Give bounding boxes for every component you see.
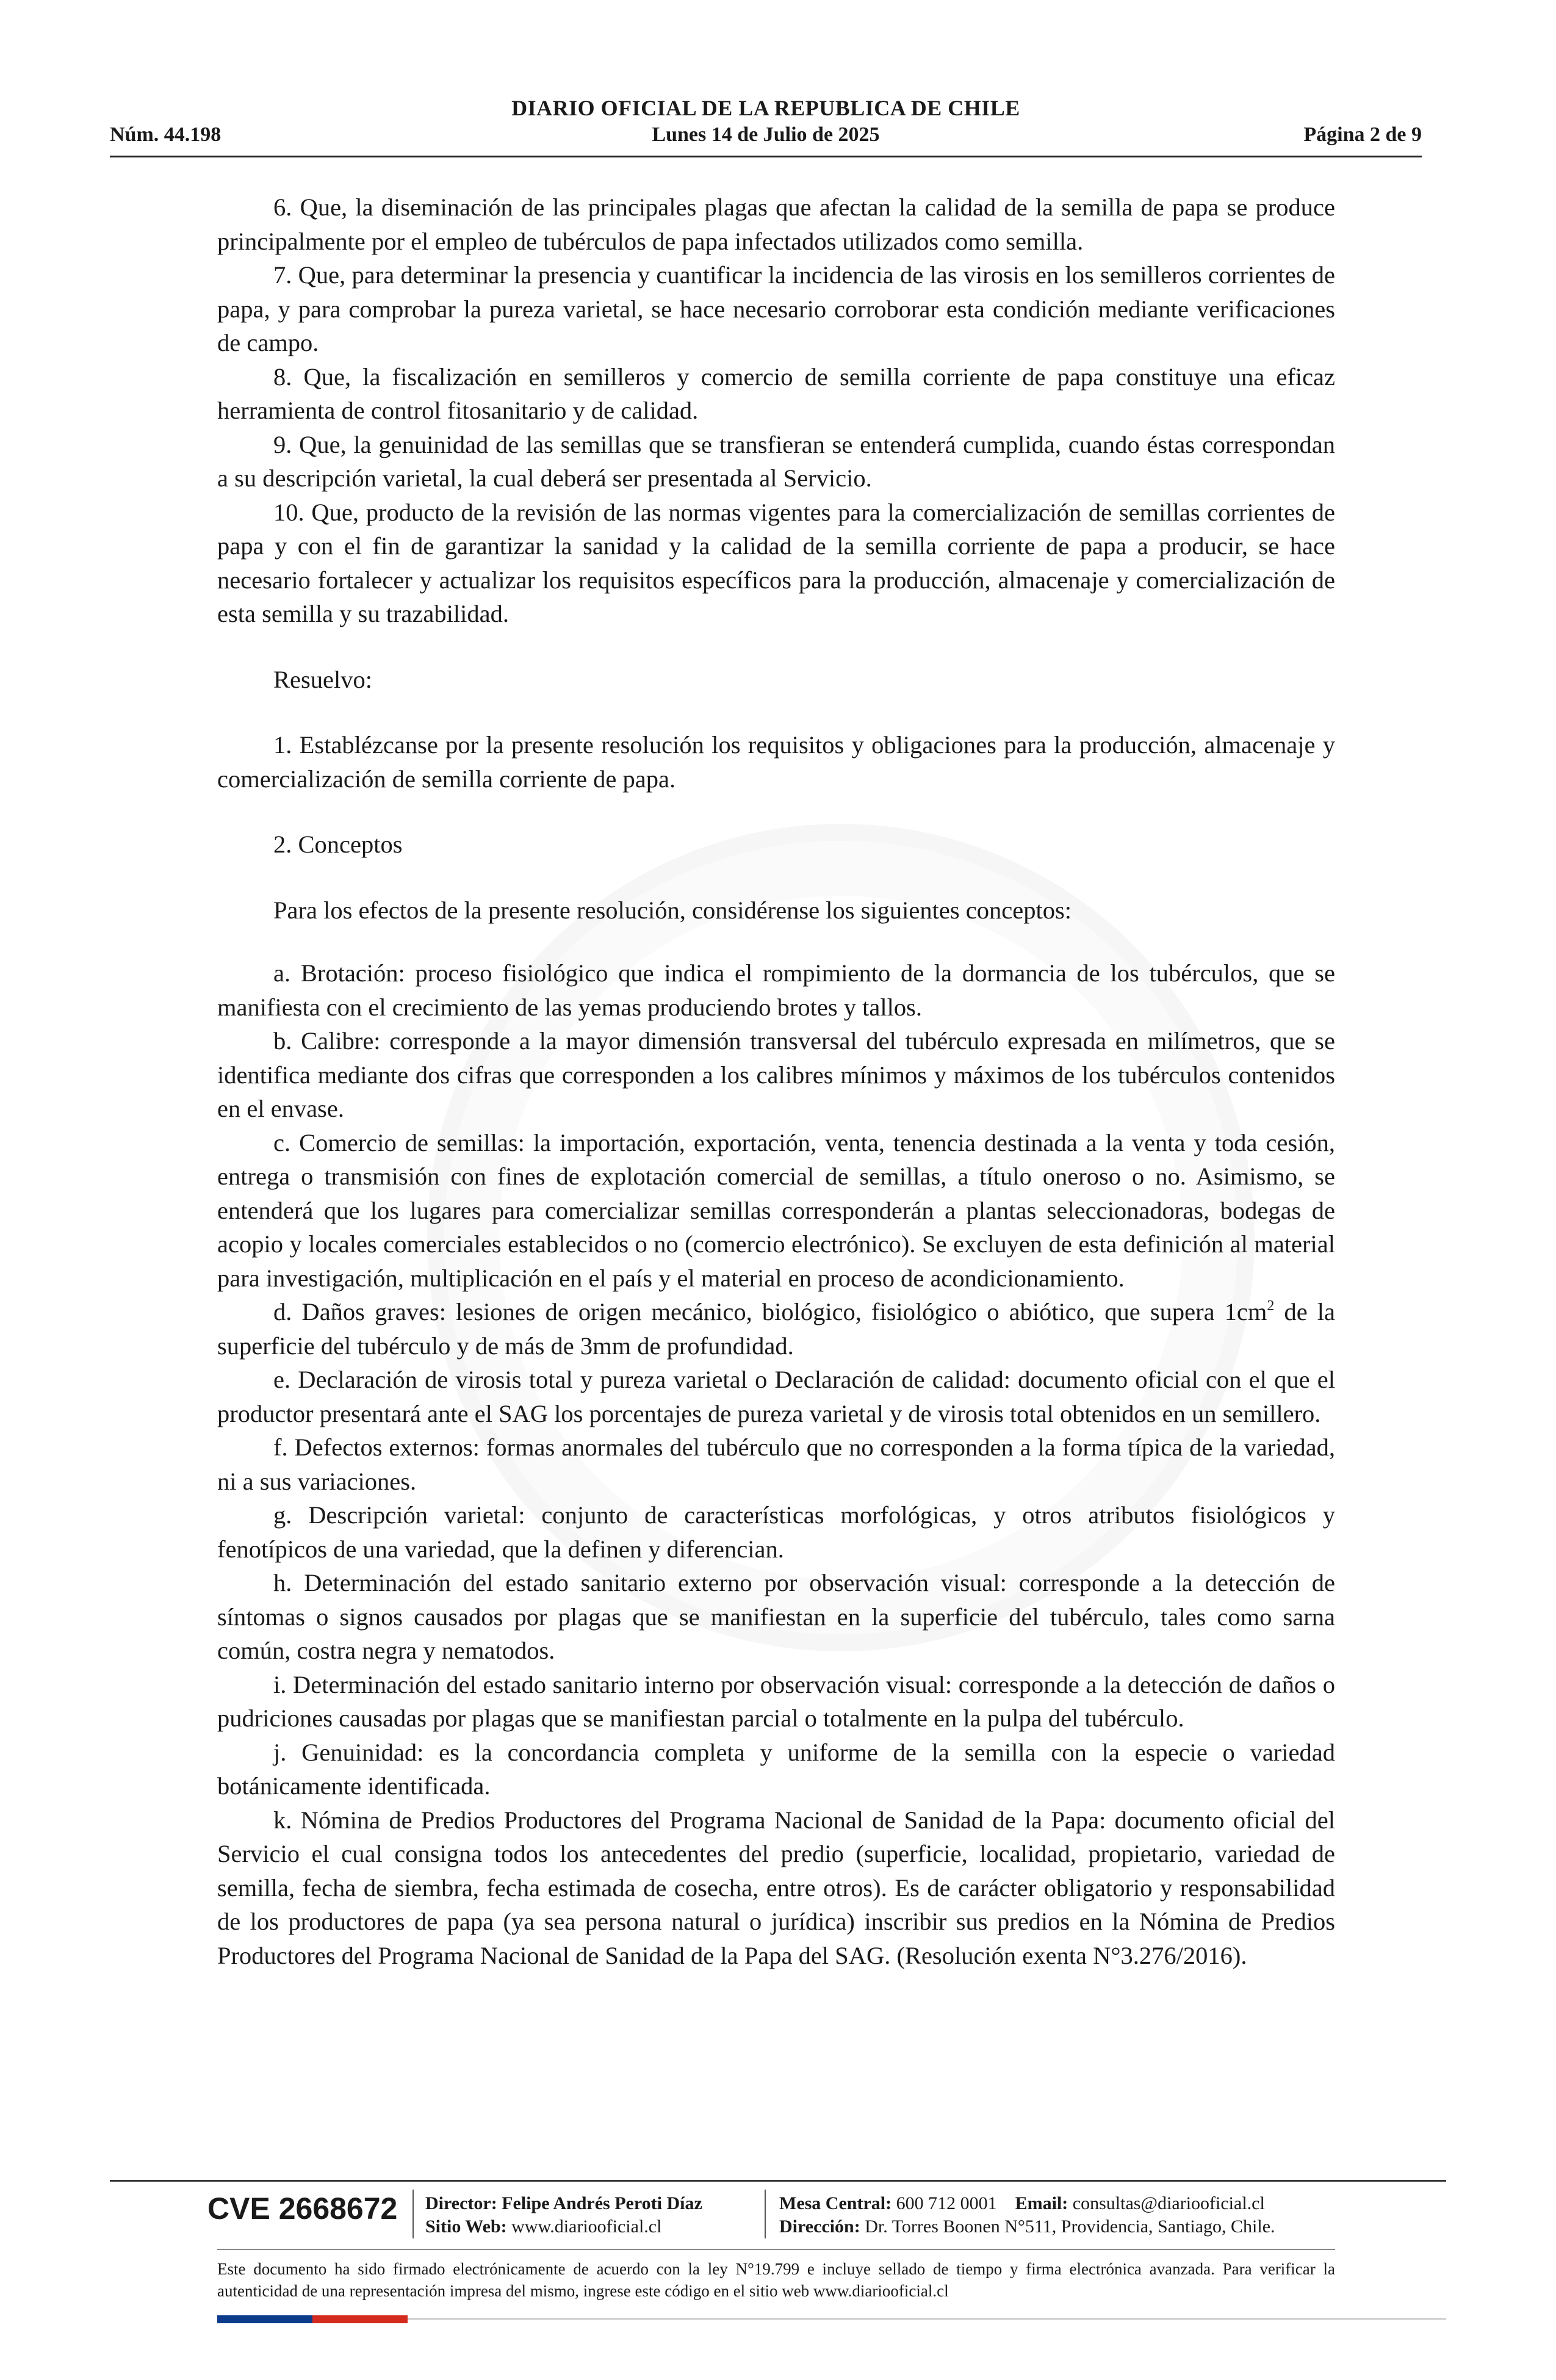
resuelvo-heading: Resuelvo: <box>273 665 372 693</box>
website-link[interactable]: www.diariooficial.cl <box>511 2216 662 2237</box>
concept-d-text: d. Daños graves: lesiones de origen mecánico, biológico, fisiológico o abiótico, que supera 1cm <box>273 1298 1267 1325</box>
director-name: Felipe Andrés Peroti Díaz <box>502 2193 702 2213</box>
web-label: Sitio Web: <box>425 2216 507 2237</box>
header-divider <box>110 156 1422 157</box>
cve-code: CVE 2668672 <box>207 2191 398 2226</box>
email-link[interactable]: consultas@diariooficial.cl <box>1072 2193 1265 2213</box>
page-indicator: Página 2 de 9 <box>1303 123 1422 146</box>
concept-c: c. Comercio de semillas: la importación, exportación, venta, tenencia destinada a la venta y toda cesión, entrega o transmisión con fines de explotación comercial de semillas, a título oneroso o no. Asimismo, se entenderá que los lugares para comercializar semillas corresponderán a plantas seleccionadoras, bodegas de acopio y locales comerciales establecidos o no (comercio electrónico). Se excluyen de esta definición al material para investigación, multiplicación en el país y el material en proceso de acondicionamiento. <box>217 1128 1335 1292</box>
superscript: 2 <box>1267 1298 1275 1314</box>
mesa-phone: 600 712 0001 <box>896 2193 997 2213</box>
concept-d <box>217 1295 1335 1363</box>
document-body <box>217 190 1335 1972</box>
paragraph-7: 7. Que, para determinar la presencia y cuantificar la incidencia de las virosis en los semilleros corrientes de papa, y para comprobar la pureza varietal, se hace necesario corroborar esta condición mediante verificaciones de campo. <box>217 261 1335 356</box>
email-label: Email: <box>1015 2193 1068 2213</box>
concept-d-text-end: de la superficie del tubérculo y de más de 3mm de profundidad. <box>217 1298 1335 1360</box>
resolution-item-2: 2. Conceptos <box>273 831 403 858</box>
concept-h: h. Determinación del estado sanitario externo por observación visual: corresponde a la detección de síntomas o signos causados por plagas que se manifiestan en la superficie del tubérculo, tales como sarna común, costra negra y nematodos. <box>217 1569 1335 1664</box>
mesa-label: Mesa Central: <box>779 2193 892 2213</box>
issue-number: Núm. 44.198 <box>110 123 222 146</box>
concept-g: g. Descripción varietal: conjunto de características morfológicas, y otros atributos fisiológicos y fenotípicos de una variedad, que la definen y diferencian. <box>217 1501 1335 1563</box>
footer-separator <box>765 2190 766 2238</box>
concept-f: f. Defectos externos: formas anormales del tubérculo que no corresponden a la forma típica de la variedad, ni a sus variaciones. <box>217 1433 1335 1495</box>
flag-blue-stripe <box>217 2315 312 2323</box>
concept-i: i. Determinación del estado sanitario interno por observación visual: corresponde a la detección de daños o pudriciones causadas por plagas que se manifiestan parcial o totalmente en la pulpa del tubérculo. <box>217 1670 1335 1732</box>
concepts-intro: Para los efectos de la presente resolución, considérense los siguientes conceptos: <box>273 896 1072 924</box>
paragraph-8: 8. Que, la fiscalización en semilleros y comercio de semilla corriente de papa constituye una eficaz herramienta de control fitosanitario y de calidad. <box>217 362 1335 424</box>
concept-j: j. Genuinidad: es la concordancia completa y uniforme de la semilla con la especie o variedad botánicamente identificada. <box>217 1738 1335 1800</box>
footer-contact-block <box>779 2192 1275 2238</box>
signature-notice: Este documento ha sido firmado electrónicamente de acuerdo con la ley N°19.799 e incluye sellado de tiempo y firma electrónica avanzada. Para verificar la autenticidad de una representación impresa del mismo, ingrese este código en el sitio web www.diariooficial.cl <box>217 2260 1335 2300</box>
concept-a: a. Brotación: proceso fisiológico que indica el rompimiento de la dormancia de los tubérculos, que se manifiesta con el crecimiento de las yemas produciendo brotes y tallos. <box>217 959 1335 1021</box>
footer-divider <box>110 2180 1446 2182</box>
paragraph-10: 10. Que, producto de la revisión de las normas vigentes para la comercialización de semillas corrientes de papa y con el fin de garantizar la sanidad y la calidad de la semilla corriente de papa a producir, se hace necesario fortalecer y actualizar los requisitos específicos para la producción, almacenaje y comercialización de esta semilla y su trazabilidad. <box>217 498 1335 627</box>
paragraph-9: 9. Que, la genuinidad de las semillas que se transfieran se entenderá cumplida, cuando éstas correspondan a su descripción varietal, la cual deberá ser presentada al Servicio. <box>217 430 1335 492</box>
address: Dr. Torres Boonen N°511, Providencia, Santiago, Chile. <box>865 2216 1275 2237</box>
director-label: Director: <box>425 2193 497 2213</box>
newspaper-title: DIARIO OFICIAL DE LA REPUBLICA DE CHILE <box>511 96 1020 120</box>
chile-flag-bar <box>217 2315 408 2323</box>
footer-divider-inner <box>217 2249 1335 2250</box>
concept-b: b. Calibre: corresponde a la mayor dimensión transversal del tubérculo expresada en milímetros, que se identifica mediante dos cifras que corresponden a los calibres mínimos y máximos de los tubérculos contenidos en el envase. <box>217 1027 1335 1122</box>
resolution-item-1: 1. Establézcanse por la presente resolución los requisitos y obligaciones para la producción, almacenaje y comercialización de semilla corriente de papa. <box>217 731 1335 793</box>
page-header <box>110 93 1422 160</box>
bottom-divider <box>408 2318 1446 2320</box>
issue-date: Lunes 14 de Julio de 2025 <box>652 123 880 146</box>
footer-director-block <box>425 2192 702 2238</box>
address-label: Dirección: <box>779 2216 860 2237</box>
footer-separator <box>412 2190 414 2238</box>
concept-k: k. Nómina de Predios Productores del Programa Nacional de Sanidad de la Papa: documento oficial del Servicio el cual consigna todos los antecedentes del predio (superficie, localidad, propietario, variedad de semilla, fecha de siembra, fecha estimada de cosecha, entre otros). Es de carácter obligatorio y responsabilidad de los productores de papa (ya sea persona natural o jurídica) inscribir sus predios en la Nómina de Predios Productores del Programa Nacional de Sanidad de la Papa del SAG. (Resolución exenta N°3.276/2016). <box>217 1806 1335 1969</box>
concept-e: e. Declaración de virosis total y pureza varietal o Declaración de calidad: documento oficial con el que el productor presentará ante el SAG los porcentajes de pureza varietal y de virosis total obtenidos en un semillero. <box>217 1366 1335 1427</box>
flag-red-stripe <box>312 2315 408 2323</box>
paragraph-6: 6. Que, la diseminación de las principales plagas que afectan la calidad de la semilla de papa se produce principalmente por el empleo de tubérculos de papa infectados utilizados como semilla. <box>217 193 1335 255</box>
